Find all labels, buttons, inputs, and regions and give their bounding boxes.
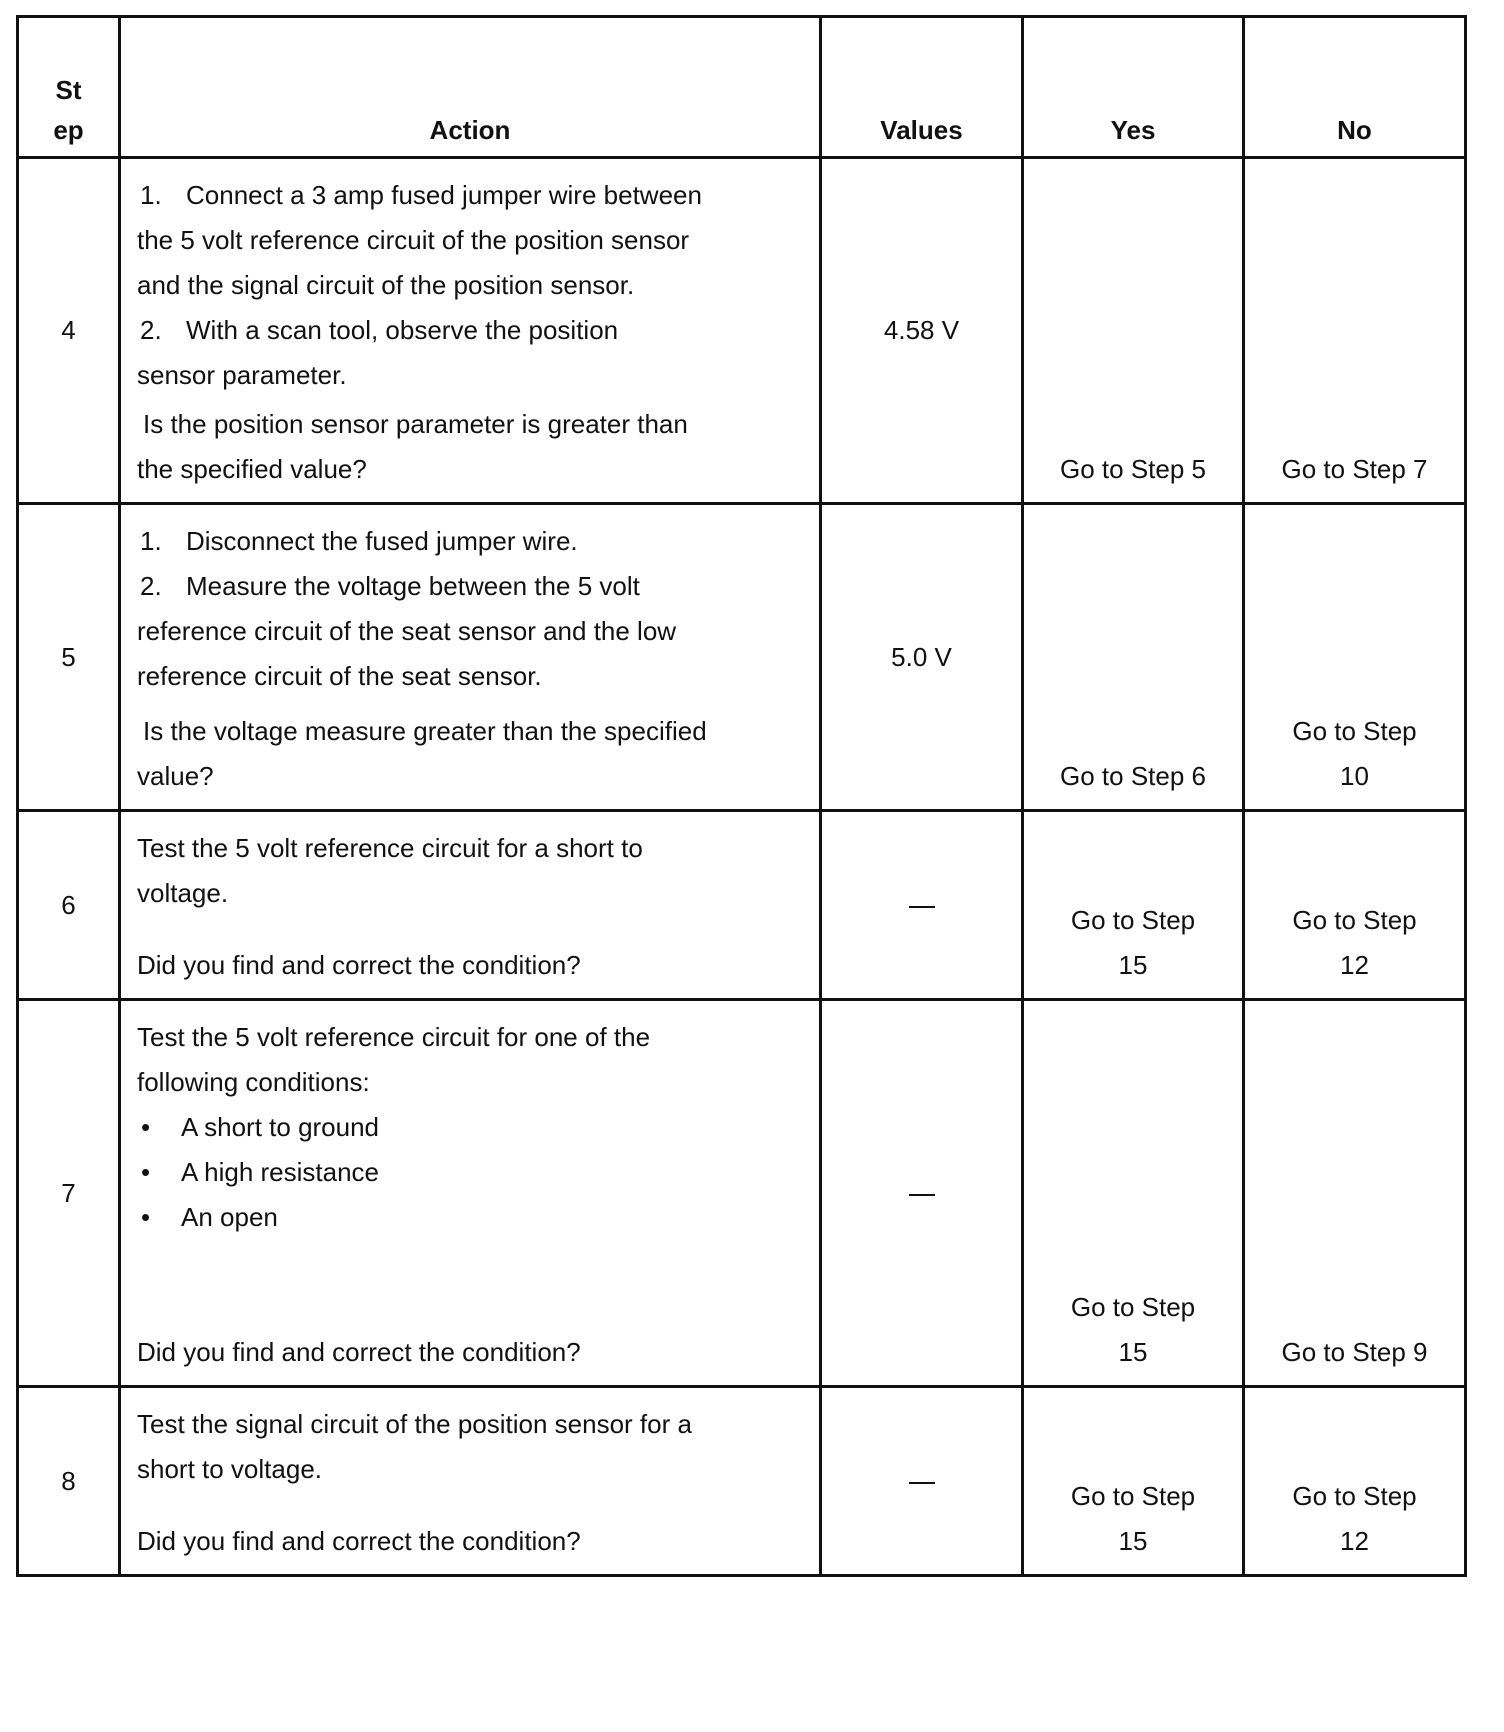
- step-number: 2.: [140, 571, 162, 601]
- yes-goto-line: 15: [1118, 1526, 1148, 1556]
- step-number: 2.: [140, 315, 162, 345]
- action-line-text: With a scan tool, observe the position: [186, 315, 619, 345]
- yes-goto-line: Go to Step: [1070, 905, 1196, 935]
- action-line-text: following conditions:: [137, 1067, 370, 1097]
- value-cell: [821, 1387, 1023, 1576]
- yes-goto-line: 15: [1118, 1337, 1148, 1367]
- no-cell: [1244, 504, 1466, 811]
- action-cell: [120, 1000, 821, 1387]
- yes-cell: [1023, 504, 1244, 811]
- no-goto-line: Go to Step 9: [1281, 1337, 1428, 1367]
- header-action: Action: [120, 17, 821, 158]
- no-goto: [1245, 1474, 1464, 1564]
- table-row: [18, 1000, 1466, 1387]
- action-line-text: Test the signal circuit of the position sensor for a: [137, 1409, 692, 1439]
- action-line-text: and the signal circuit of the position sensor.: [137, 270, 635, 300]
- action-text: [137, 1015, 807, 1375]
- yes-goto: [1024, 447, 1242, 492]
- no-goto-line: Go to Step: [1292, 1481, 1417, 1511]
- action-question: [137, 943, 807, 988]
- action-line: [137, 564, 807, 609]
- action-line-text: short to voltage.: [137, 1454, 322, 1484]
- action-cell: [120, 1387, 821, 1576]
- action-line: [137, 1105, 807, 1150]
- step-number: 1.: [140, 180, 162, 210]
- yes-goto: [1024, 1474, 1242, 1564]
- value-cell: 4.58 V: [821, 158, 1023, 504]
- question-line: Is the voltage measure greater than the specified: [143, 716, 707, 746]
- step-number: 1.: [140, 526, 162, 556]
- action-text: [137, 826, 807, 988]
- yes-goto-line: Go to Step 6: [1060, 761, 1206, 791]
- step-cell: 6: [18, 811, 120, 1000]
- bullet-icon: •: [141, 1202, 151, 1232]
- action-question: [137, 402, 807, 492]
- header-row: [18, 17, 1466, 158]
- dash-icon: [909, 906, 935, 908]
- action-line-text: Test the 5 volt reference circuit for one of the: [137, 1022, 651, 1052]
- action-line-text: sensor parameter.: [137, 360, 347, 390]
- action-line-text: reference circuit of the seat sensor and the low: [137, 616, 677, 646]
- value-cell: [821, 1000, 1023, 1387]
- action-line: [137, 1150, 807, 1195]
- question-line: value?: [137, 761, 214, 791]
- action-line: [137, 353, 807, 398]
- action-line-text: Measure the voltage between the 5 volt: [186, 571, 640, 601]
- action-line-text: Test the 5 volt reference circuit for a short to: [137, 833, 643, 863]
- yes-cell: [1023, 811, 1244, 1000]
- value-cell: 5.0 V: [821, 504, 1023, 811]
- value-cell: [821, 811, 1023, 1000]
- action-line: [137, 1195, 807, 1240]
- yes-goto-line: Go to Step: [1070, 1481, 1196, 1511]
- header-yes: Yes: [1023, 17, 1244, 158]
- action-line: [137, 826, 807, 871]
- yes-goto: [1024, 754, 1242, 799]
- action-line: [137, 218, 807, 263]
- action-line: [137, 609, 807, 654]
- action-text: [137, 519, 807, 799]
- action-line-text: voltage.: [137, 878, 229, 908]
- step-cell: 7: [18, 1000, 120, 1387]
- no-cell: [1244, 811, 1466, 1000]
- action-line-text: Connect a 3 amp fused jumper wire between: [186, 180, 702, 210]
- dash-icon: [909, 1482, 935, 1484]
- action-question: [137, 1330, 807, 1375]
- question-line: the specified value?: [137, 454, 367, 484]
- action-line: [137, 519, 807, 564]
- yes-goto-line: 15: [1118, 950, 1148, 980]
- no-cell: [1244, 1000, 1466, 1387]
- action-steps: [137, 1015, 807, 1240]
- action-text: [137, 173, 807, 492]
- action-line: [137, 1447, 807, 1492]
- action-line: [137, 1060, 807, 1105]
- table-row: [18, 504, 1466, 811]
- no-goto: [1245, 447, 1464, 492]
- no-goto-line: 12: [1340, 1526, 1369, 1556]
- action-line-text: A high resistance: [181, 1157, 380, 1187]
- yes-goto-line: Go to Step 5: [1060, 454, 1206, 484]
- header-step: [18, 17, 120, 158]
- bullet-icon: •: [141, 1157, 151, 1187]
- action-line: [137, 1402, 807, 1447]
- question-line: Did you find and correct the condition?: [137, 1526, 581, 1556]
- header-values: Values: [821, 17, 1023, 158]
- action-line-text: reference circuit of the seat sensor.: [137, 661, 542, 691]
- no-goto: [1245, 898, 1464, 988]
- no-goto: [1245, 709, 1464, 799]
- diagnostic-table: [16, 15, 1467, 1577]
- dash-icon: [909, 1194, 935, 1196]
- action-steps: [137, 173, 807, 398]
- yes-cell: [1023, 1000, 1244, 1387]
- yes-goto: [1024, 898, 1242, 988]
- action-steps: [137, 519, 807, 699]
- action-line: [137, 871, 807, 916]
- action-cell: [120, 811, 821, 1000]
- no-goto-line: 12: [1340, 950, 1369, 980]
- no-goto-line: Go to Step: [1292, 716, 1417, 746]
- action-line-text: A short to ground: [181, 1112, 380, 1142]
- question-line: Did you find and correct the condition?: [137, 1337, 581, 1367]
- action-line-text: An open: [181, 1202, 278, 1232]
- action-cell: [120, 504, 821, 811]
- no-goto-line: Go to Step: [1292, 905, 1417, 935]
- step-cell: 4: [18, 158, 120, 504]
- bullet-icon: •: [141, 1112, 151, 1142]
- question-line: Is the position sensor parameter is greater than: [143, 409, 688, 439]
- question-line: Did you find and correct the condition?: [137, 950, 581, 980]
- action-cell: [120, 158, 821, 504]
- action-line: [137, 308, 807, 353]
- header-step-label: St ep: [53, 75, 84, 145]
- action-line: [137, 654, 807, 699]
- yes-cell: [1023, 158, 1244, 504]
- no-goto-line: 10: [1340, 761, 1369, 791]
- header-no: No: [1244, 17, 1466, 158]
- no-goto-line: Go to Step 7: [1281, 454, 1428, 484]
- no-cell: [1244, 1387, 1466, 1576]
- action-line-text: the 5 volt reference circuit of the position sensor: [137, 225, 690, 255]
- action-steps: [137, 1402, 807, 1492]
- no-cell: [1244, 158, 1466, 504]
- action-line-text: Disconnect the fused jumper wire.: [186, 526, 578, 556]
- action-line: [137, 173, 807, 218]
- no-goto: [1245, 1330, 1464, 1375]
- yes-cell: [1023, 1387, 1244, 1576]
- action-question: [137, 1519, 807, 1564]
- yes-goto: [1024, 1285, 1242, 1375]
- action-text: [137, 1402, 807, 1564]
- table-row: [18, 1387, 1466, 1576]
- yes-goto-line: Go to Step: [1070, 1292, 1196, 1322]
- table-row: [18, 158, 1466, 504]
- action-question: [137, 709, 807, 799]
- table-row: [18, 811, 1466, 1000]
- action-line: [137, 1015, 807, 1060]
- action-line: [137, 263, 807, 308]
- step-cell: 8: [18, 1387, 120, 1576]
- action-steps: [137, 826, 807, 916]
- step-cell: 5: [18, 504, 120, 811]
